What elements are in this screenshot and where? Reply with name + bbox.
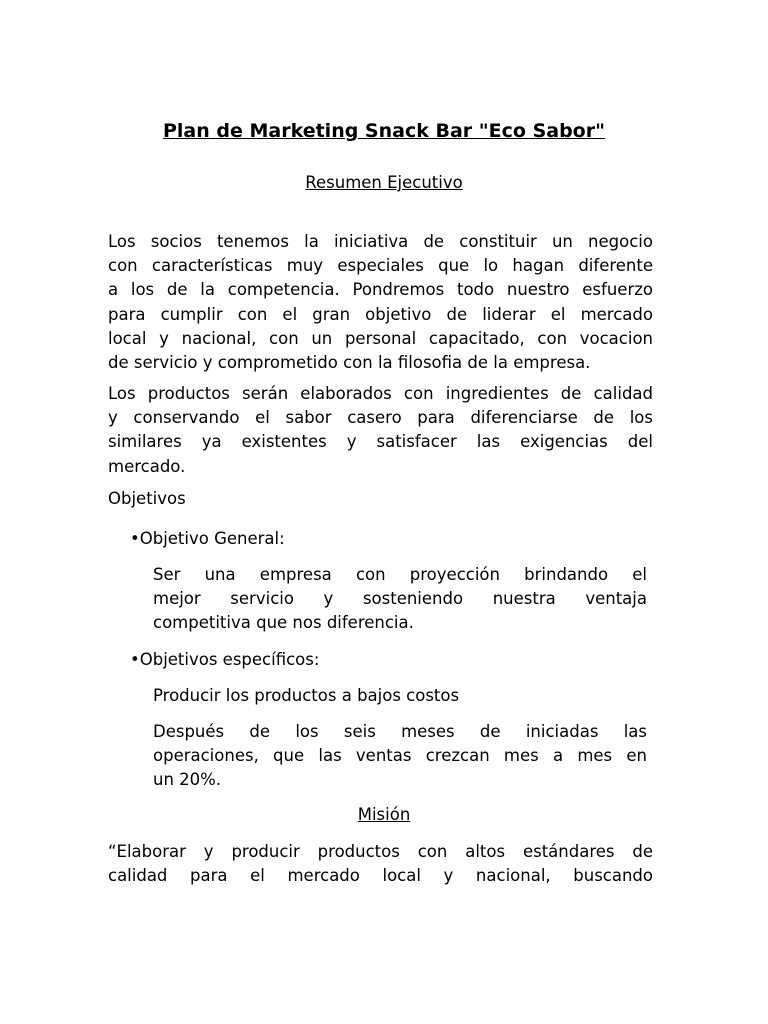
bullet-specific-objectives: •Objetivos específicos: [130,650,320,669]
text-line: Los socios tenemos la iniciativa de constituir un negocio [108,232,653,251]
text-line: “Elaborar y producir productos con altos estándares de [108,842,653,861]
text-line: calidad para el mercado local y nacional, buscando [108,866,653,886]
paragraph-products [108,382,653,479]
specific-objective-1 [153,684,647,708]
text-line: Después de los seis meses de iniciadas las [153,722,647,741]
document-title: Plan de Marketing Snack Bar "Eco Sabor" [162,120,606,142]
text-line: con características muy especiales que lo hagan diferente [108,256,653,276]
objectives-heading: Objetivos [108,489,186,508]
text-line: un 20%. [153,770,222,789]
text-line: Los productos serán elaborados con ingredientes de calidad [108,384,653,403]
text-line: mejor servicio y sosteniendo nuestra ventaja [153,589,647,608]
text-line: y conservando el sabor casero para diferenciarse de los [108,408,653,428]
text-line: Ser una empresa con proyección brindando el [153,565,647,584]
text-line: mercado. [108,456,186,476]
text-line: operaciones, que las ventas crezcan mes a mes en [153,746,647,765]
specific-objective-2 [153,720,647,792]
text-line: similares ya existentes y satisfacer las exigencias del [108,432,653,452]
text-line: para cumplir con el gran objetivo de liderar el mercado [108,304,653,324]
text-line: a los de la competencia. Pondremos todo nuestro esfuerzo [108,280,653,300]
section-heading-resumen: Resumen Ejecutivo [305,173,463,192]
general-objective-text [153,563,647,635]
text-line: competitiva que nos diferencia. [153,613,414,632]
text-line: de servicio y comprometido con la filosofia de la empresa. [108,353,591,373]
bullet-general-objective: •Objetivo General: [130,529,285,548]
text-line: local y nacional, con un personal capacitado, con vocacion [108,328,653,348]
paragraph-intro [108,230,653,375]
section-heading-mision: Misión [357,805,411,824]
text-line: Producir los productos a bajos costos [153,686,460,705]
paragraph-mission [108,840,653,888]
